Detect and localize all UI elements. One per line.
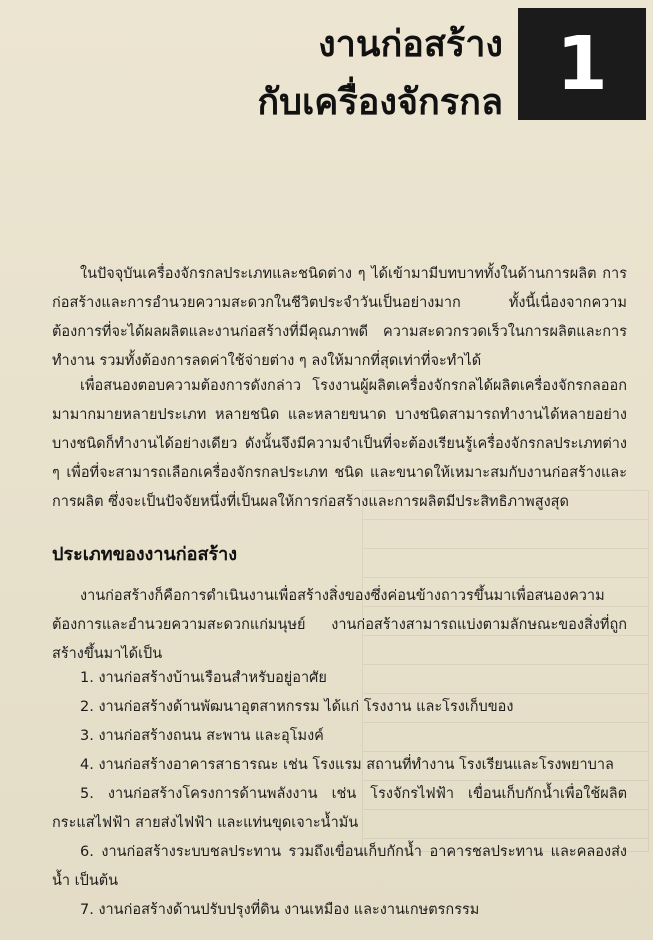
list-item: 2. งานก่อสร้างด้านพัฒนาอุตสาหกรรม ได้แก่ โรงงาน และโรงเก็บของ [80,699,514,715]
construction-types-list [52,664,627,925]
intro-paragraph-1: ในปัจจุบันเครื่องจักรกลประเภทและชนิดต่าง ๆ ได้เข้ามามีบทบาททั้งในด้านการผลิต การก่อสร้างและการอำนวยความสะดวกในชีวิตประจำวันเป็นอย่างมาก ทั้งนี้เนื่องจากความต้องการที่จะได้ผลผลิตและงานก่อสร้างที่มีคุณภาพดี ความสะดวกรวดเร็วในการผลิตและการทำงาน รวมทั้งต้องการลดค่าใช้จ่ายต่าง ๆ ลงให้มากที่สุดเท่าที่จะทำได้ [52,266,627,369]
list-item: 1. งานก่อสร้างบ้านเรือนสำหรับอยู่อาศัย [80,670,327,686]
section-intro-paragraph: งานก่อสร้างก็คือการดำเนินงานเพื่อสร้างสิ่งของซึ่งค่อนข้างถาวรขึ้นมาเพื่อสนองความต้องการและอำนวยความสะดวกแก่มนุษย์ งานก่อสร้างสามารถแบ่งตามลักษณะของสิ่งที่ถูกสร้างขึ้นมาได้เป็น [52,588,627,662]
list-item: 7. งานก่อสร้างด้านปรับปรุงที่ดิน งานเหมือง และงานเกษตรกรรม [80,902,480,918]
chapter-number-badge [518,8,646,120]
list-item: 4. งานก่อสร้างอาคารสาธารณะ เช่น โรงแรม สถานที่ทำงาน โรงเรียนและโรงพยาบาล [80,757,614,773]
chapter-number: 1 [556,21,608,107]
list-item: 6. งานก่อสร้างระบบชลประทาน รวมถึงเขื่อนเก็บกักน้ำ อาคารชลประทาน และคลองส่งน้ำ เป็นต้น [52,844,627,889]
chapter-title-line-2: กับเครื่องจักรกล [257,82,503,123]
list-item: 5. งานก่อสร้างโครงการด้านพลังงาน เช่น โรงจักรไฟฟ้า เขื่อนเก็บกักน้ำเพื่อใช้ผลิตกระแสไฟฟ้า สายส่งไฟฟ้า และแท่นขุดเจาะน้ำมัน [52,786,627,831]
chapter-title-line-1: งานก่อสร้าง [318,24,503,65]
list-item: 3. งานก่อสร้างถนน สะพาน และอุโมงค์ [80,728,324,744]
intro-paragraph-2: เพื่อสนองตอบความต้องการดังกล่าว โรงงานผู้ผลิตเครื่องจักรกลได้ผลิตเครื่องจักรกลออกมามากมายหลายประเภท หลายชนิด และหลายขนาด บางชนิดสามารถทำงานได้หลายอย่าง บางชนิดก็ทำงานได้อย่างเดียว ดังนั้นจึงมีความจำเป็นที่จะต้องเรียนรู้เครื่องจักรกลประเภทต่าง ๆ เพื่อที่จะสามารถเลือกเครื่องจักรกลประเภท ชนิด และขนาดให้เหมาะสมกับงานก่อสร้างและการผลิต ซึ่งจะเป็นปัจจัยหนึ่งที่เป็นผลให้การก่อสร้างและการผลิตมีประสิทธิภาพสูงสุด [52,378,627,510]
section-heading: ประเภทของงานก่อสร้าง [52,544,238,565]
